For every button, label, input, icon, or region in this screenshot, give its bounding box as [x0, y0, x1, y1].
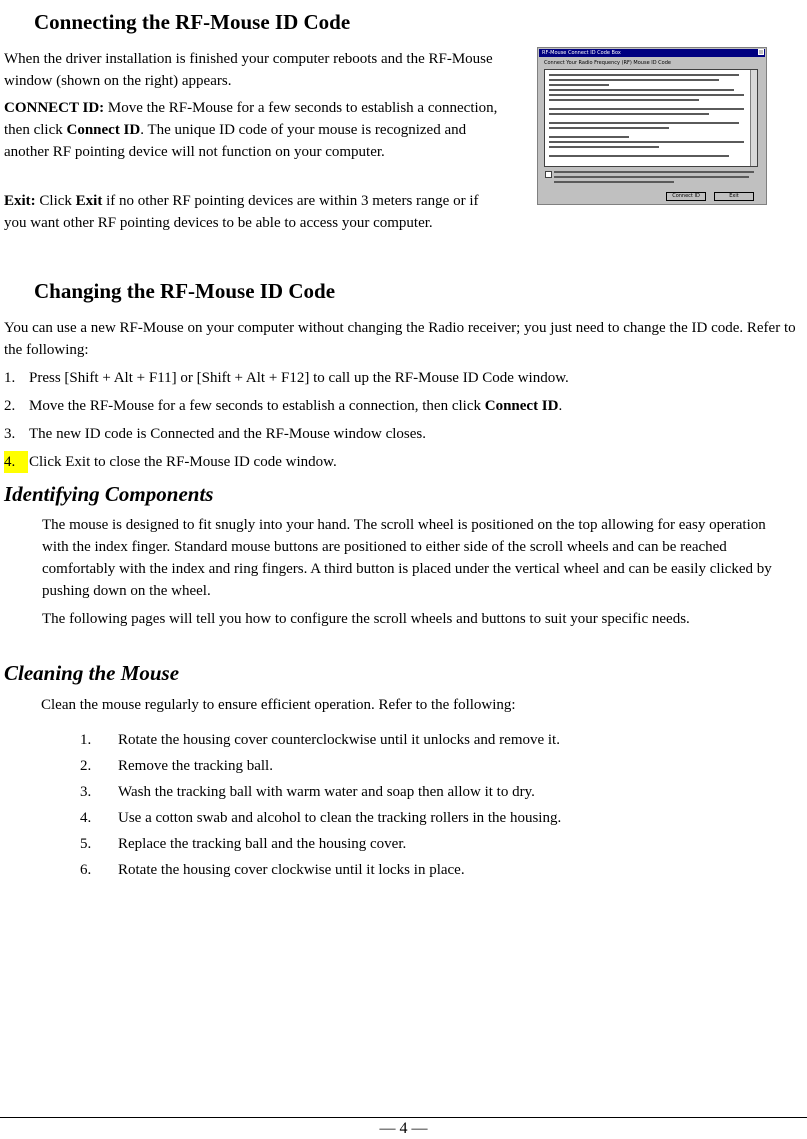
- connect-id-text-a: Move the RF-Mouse for a few seconds to establish a connection, then click: [4, 100, 498, 138]
- section-title-identifying: Identifying Components: [4, 482, 214, 506]
- list-item: [80, 781, 780, 803]
- section-title-connecting: Connecting the RF-Mouse ID Code: [34, 10, 351, 34]
- list-item-number: 1.: [4, 370, 16, 386]
- list-item-text: Use a cotton swab and alcohol to clean the tracking rollers in the housing.: [118, 810, 562, 826]
- identifying-paragraph-2: The following pages will tell you how to configure the scroll wheels and buttons to suit your specific needs.: [42, 611, 690, 627]
- list-item: [4, 423, 794, 445]
- cleaning-intro: Clean the mouse regularly to ensure efficient operation. Refer to the following:: [41, 697, 516, 713]
- connect-id-label: CONNECT ID:: [4, 100, 105, 116]
- list-item-text: Press [Shift + Alt + F11] or [Shift + Alt + F12] to call up the RF-Mouse ID Code window.: [29, 370, 569, 386]
- section-title-changing: Changing the RF-Mouse ID Code: [34, 279, 336, 303]
- section-title-cleaning: Cleaning the Mouse: [4, 661, 180, 685]
- list-item-number-highlighted: 4.: [4, 451, 28, 473]
- list-item-text: The new ID code is Connected and the RF-Mouse window closes.: [29, 426, 427, 442]
- list-item-text: Click Exit to close the RF-Mouse ID code window.: [29, 454, 337, 470]
- list-item: [80, 833, 780, 855]
- list-item-text-b: .: [558, 398, 563, 414]
- exit-label: Exit:: [4, 193, 36, 209]
- list-item: [80, 755, 780, 777]
- list-item-number: 4.: [80, 810, 92, 826]
- list-item-number: 5.: [80, 836, 92, 852]
- footer-divider: [0, 1117, 807, 1118]
- screenshot-text-box: [544, 69, 758, 167]
- connecting-intro: When the driver installation is finished your computer reboots and the RF-Mouse window (shown on the right) appears.: [4, 51, 493, 89]
- list-item-text: Rotate the housing cover clockwise until it locks in place.: [118, 862, 465, 878]
- list-item-text-a: Move the RF-Mouse for a few seconds to establish a connection, then click: [29, 398, 485, 414]
- changing-intro: You can use a new RF-Mouse on your computer without changing the Radio receiver; you just need to change the ID code. Refer to the following:: [4, 320, 796, 358]
- list-item: [4, 451, 794, 473]
- list-item-bold: Connect ID: [484, 398, 559, 414]
- screenshot-caption: Connect Your Radio Frequency (RF) Mouse ID Code: [544, 60, 671, 66]
- list-item: [4, 367, 794, 389]
- list-item: [80, 729, 780, 751]
- exit-bold: Exit: [75, 193, 103, 209]
- list-item-number: 2.: [80, 758, 92, 774]
- screenshot-scrollbar: [750, 70, 757, 166]
- screenshot-connect-id-button: Connect ID: [666, 192, 706, 201]
- list-item-number: 2.: [4, 398, 16, 414]
- list-item: [80, 807, 780, 829]
- exit-text-b: if no other RF pointing devices are within 3 meters range or if you want other RF pointing devices to be able to access your computer.: [4, 193, 479, 231]
- page-number: — 4 —: [379, 1120, 428, 1137]
- screenshot-exit-button: Exit: [714, 192, 754, 201]
- list-item-number: 3.: [80, 784, 92, 800]
- exit-text-a: Click: [35, 193, 76, 209]
- exit-paragraph: [4, 190, 504, 234]
- close-icon: [758, 49, 764, 55]
- screenshot-checkbox: [545, 171, 552, 178]
- list-item-number: 6.: [80, 862, 92, 878]
- list-item-text: Replace the tracking ball and the housing cover.: [118, 836, 407, 852]
- connect-id-paragraph: [4, 97, 514, 163]
- connect-id-text-b: . The unique ID code of your mouse is recognized and another RF pointing device will not function on your computer.: [4, 122, 467, 160]
- rf-mouse-window-screenshot: [537, 47, 767, 205]
- connect-id-bold: Connect ID: [66, 122, 141, 138]
- list-item-text: Remove the tracking ball.: [118, 758, 273, 774]
- list-item-text: Rotate the housing cover counterclockwise until it unlocks and remove it.: [118, 732, 560, 748]
- screenshot-title-bar: RF-Mouse Connect ID Code Box: [539, 49, 765, 57]
- list-item-number: 1.: [80, 732, 92, 748]
- list-item-text: [29, 395, 562, 417]
- identifying-paragraph-1: The mouse is designed to fit snugly into your hand. The scroll wheel is positioned on the top allowing for easy operation with the index finger. Standard mouse buttons are positioned to either side of the scroll wheels and can be reached comfortably with the index and ring fingers. A third button is placed under the vertical wheel and can be easily clicked by pushing down on the wheel.: [42, 517, 772, 599]
- list-item-number: 3.: [4, 426, 16, 442]
- list-item-text: Wash the tracking ball with warm water and soap then allow it to dry.: [118, 784, 535, 800]
- list-item: [80, 859, 780, 881]
- list-item: [4, 395, 794, 417]
